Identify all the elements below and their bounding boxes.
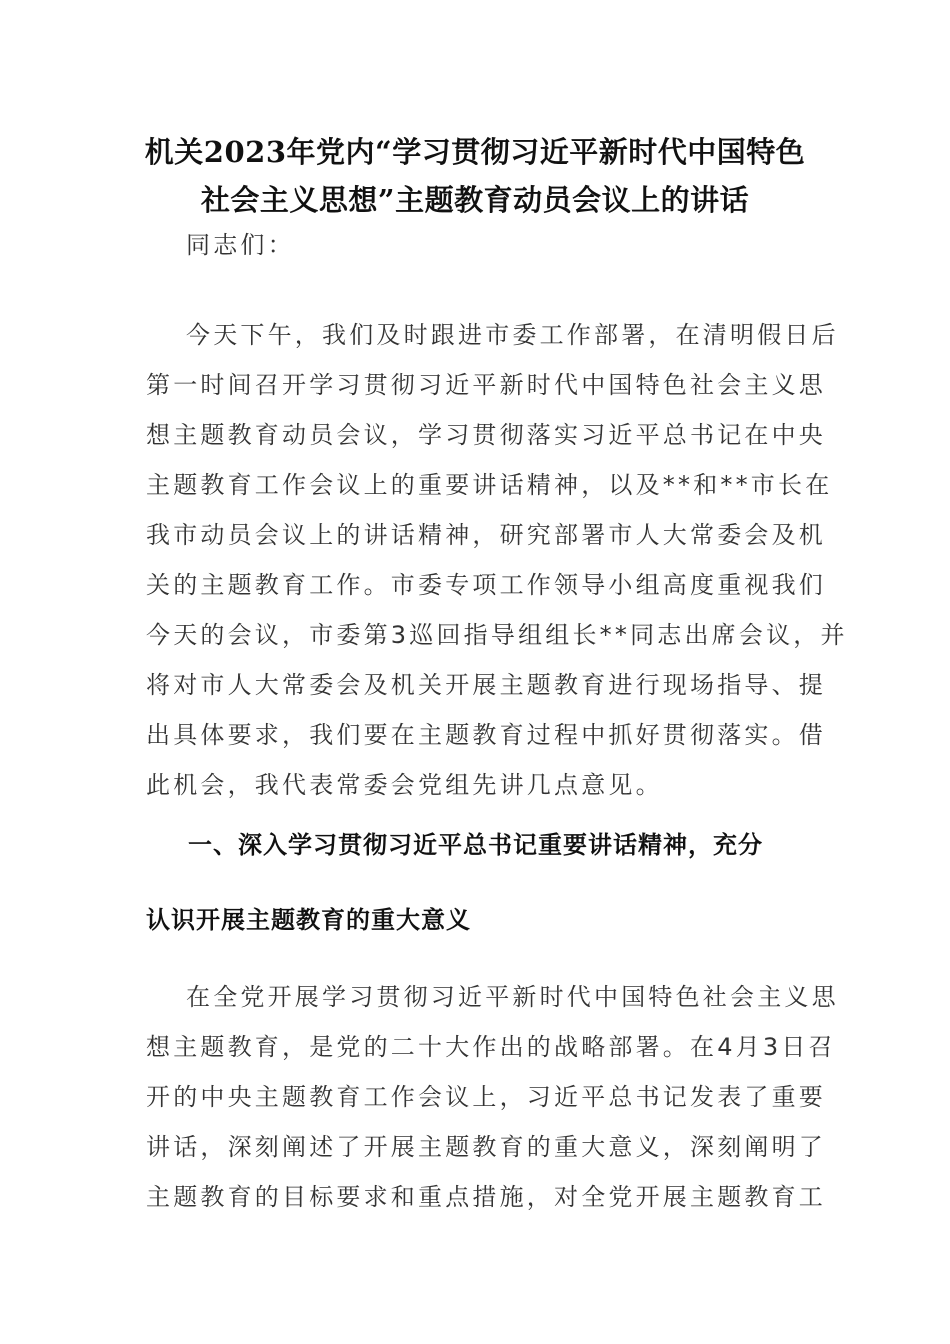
section-1-heading-line-2: 认识开展主题教育的重大意义 (146, 906, 471, 934)
section-1-heading-line-1: 一、深入学习贯彻习近平总书记重要讲话精神，充分 (188, 831, 763, 859)
paragraph-2-line-4: 讲话，深刻阐述了开展主题教育的重大意义，深刻阐明了 (146, 1133, 826, 1161)
paragraph-1-line-1: 今天下午，我们及时跟进市委工作部署，在清明假日后 (186, 321, 839, 349)
paragraph-1-line-10: 此机会，我代表常委会党组先讲几点意见。 (146, 771, 663, 799)
paragraph-1-line-4: 主题教育工作会议上的重要讲话精神，以及**和**市长在 (146, 471, 833, 499)
paragraph-1-line-2: 第一时间召开学习贯彻习近平新时代中国特色社会主义思 (146, 371, 826, 399)
paragraph-2-line-1: 在全党开展学习贯彻习近平新时代中国特色社会主义思 (186, 983, 839, 1011)
paragraph-1-line-9: 出具体要求，我们要在主题教育过程中抓好贯彻落实。借 (146, 721, 826, 749)
document-title-line-1: 机关2023年党内“学习贯彻习近平新时代中国特色 (144, 135, 806, 169)
paragraph-1-line-8: 将对市人大常委会及机关开展主题教育进行现场指导、提 (146, 671, 826, 699)
paragraph-2-line-3: 开的中央主题教育工作会议上，习近平总书记发表了重要 (146, 1083, 826, 1111)
document-title-line-2: 社会主义思想”主题教育动员会议上的讲话 (200, 183, 750, 217)
paragraph-1-line-7: 今天的会议，市委第3巡回指导组组长**同志出席会议，并 (146, 621, 848, 649)
salutation: 同志们： (186, 231, 295, 259)
paragraph-1-line-3: 想主题教育动员会议，学习贯彻落实习近平总书记在中央 (146, 421, 826, 449)
paragraph-2-line-2: 想主题教育，是党的二十大作出的战略部署。在4月3日召 (146, 1033, 836, 1061)
paragraph-2-line-5: 主题教育的目标要求和重点措施，对全党开展主题教育工 (146, 1183, 826, 1211)
paragraph-1-line-5: 我市动员会议上的讲话精神，研究部署市人大常委会及机 (146, 521, 826, 549)
paragraph-1-line-6: 关的主题教育工作。市委专项工作领导小组高度重视我们 (146, 571, 826, 599)
